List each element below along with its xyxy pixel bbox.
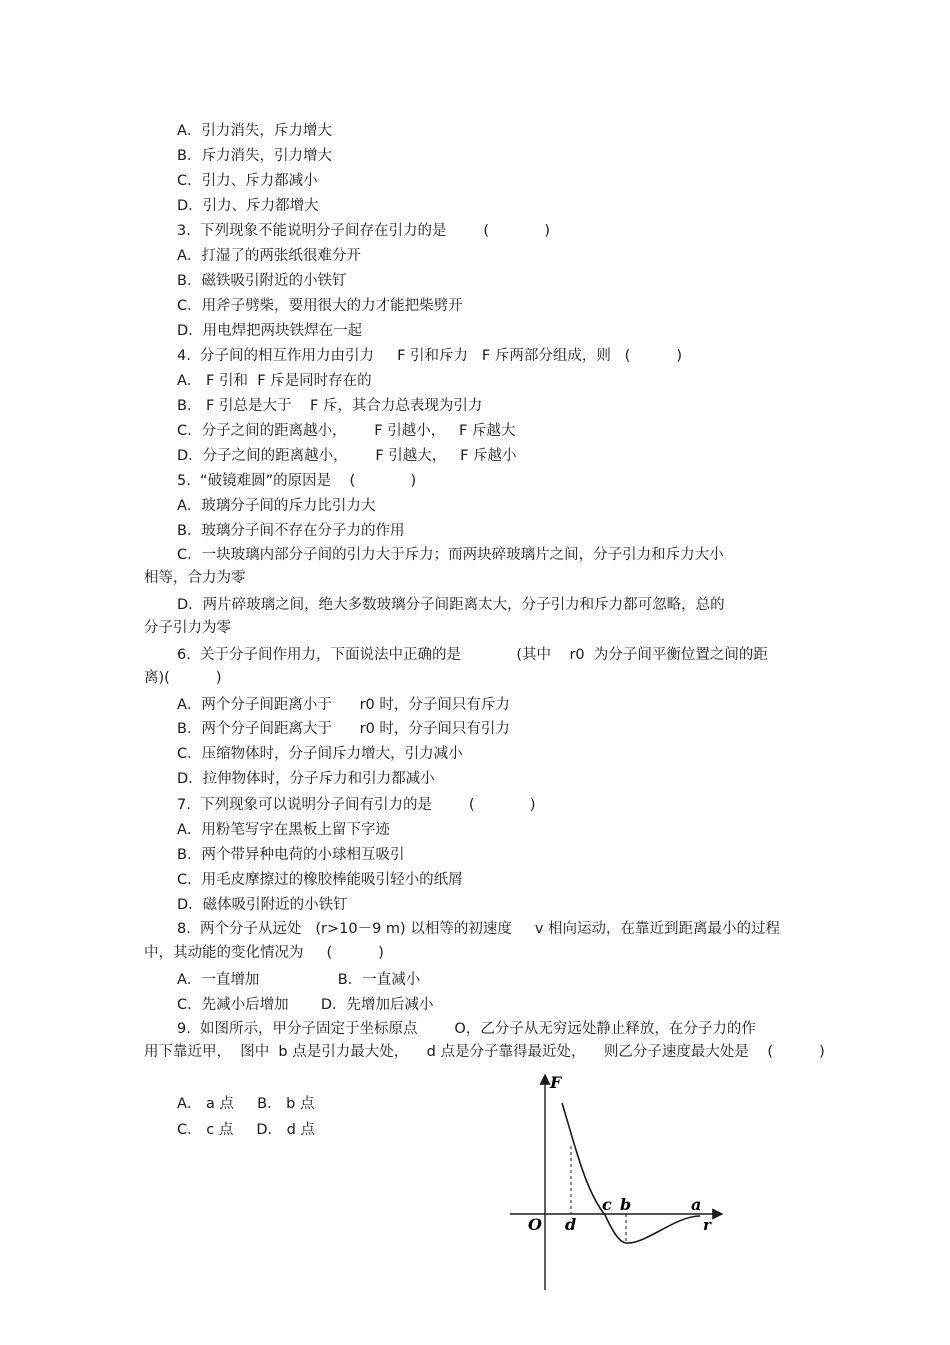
q2-option-d: D．引力、斥力都增大: [177, 198, 319, 214]
molecular-force-graph: [505, 1070, 730, 1295]
q8-options-cd: C．先减小后增加 D．先增加后减小: [177, 997, 434, 1013]
q3-option-a: A．打湿了的两张纸很难分开: [177, 248, 361, 264]
q7-option-b: B．两个带异种电荷的小球相互吸引: [177, 847, 405, 863]
q9-stem: 9. 如图所示，甲分子固定于坐标原点 O，乙分子从无穷远处静止释放，在分子力的作: [177, 1021, 756, 1037]
q3-option-b: B．磁铁吸引附近的小铁钉: [177, 273, 347, 289]
q8-stem-cont: 中，其动能的变化情况为 ( ): [144, 945, 384, 961]
q9-stem-cont: 用下靠近甲， 图中 b 点是引力最大处， d 点是分子靠得最近处， 则乙分子速度最大处是 ( ): [144, 1044, 825, 1060]
q4-option-c: C．分子之间的距离越小， F 引越小， F 斥越大: [177, 423, 516, 439]
q6-option-d: D．拉伸物体时，分子斥力和引力都减小: [177, 771, 435, 787]
q9-options-ab: A． a 点 B． b 点: [177, 1096, 315, 1112]
q7-stem: 7. 下列现象可以说明分子间有引力的是 ( ): [177, 797, 536, 813]
q5-option-d-cont: 分子引力为零: [144, 620, 231, 636]
q7-option-d: D．磁体吸引附近的小铁钉: [177, 897, 348, 913]
label-a: a: [691, 1195, 702, 1214]
label-o: O: [528, 1215, 542, 1234]
q2-option-c: C．引力、斥力都减小: [177, 173, 318, 189]
q7-option-a: A．用粉笔写字在黑板上留下字迹: [177, 822, 390, 838]
q6-option-a: A．两个分子间距离小于 r0 时，分子间只有斥力: [177, 697, 510, 713]
q5-option-c-cont: 相等，合力为零: [144, 570, 246, 586]
q5-option-a: A．玻璃分子间的斥力比引力大: [177, 498, 376, 514]
label-r: r: [703, 1216, 711, 1234]
label-c: c: [602, 1195, 612, 1214]
q6-stem-cont: 离)( ): [144, 670, 222, 686]
label-b: b: [620, 1195, 632, 1214]
label-d: d: [565, 1215, 577, 1234]
label-f: F: [550, 1073, 562, 1092]
q4-stem: 4. 分子间的相互作用力由引力 F 引和斥力 F 斥两部分组成，则 ( ): [177, 348, 683, 364]
q3-option-c: C．用斧子劈柴，要用很大的力才能把柴劈开: [177, 298, 463, 314]
q4-option-d: D．分子之间的距离越小， F 引越大， F 斥越小: [177, 448, 517, 464]
q5-option-c: C．一块玻璃内部分子间的引力大于斥力；而两块碎玻璃片之间，分子引力和斥力大小: [177, 547, 724, 563]
q4-option-b: B． F 引总是大于 F 斥，其合力总表现为引力: [177, 398, 483, 414]
q4-option-a: A． F 引和 F 斥是同时存在的: [177, 373, 372, 389]
q2-option-a: A．引力消失，斥力增大: [177, 123, 332, 139]
q6-option-b: B．两个分子间距离大于 r0 时，分子间只有引力: [177, 721, 510, 737]
q3-stem: 3. 下列现象不能说明分子间存在引力的是 ( ): [177, 223, 551, 239]
q7-option-c: C．用毛皮摩擦过的橡胶棒能吸引轻小的纸屑: [177, 872, 463, 888]
q5-option-b: B．玻璃分子间不存在分子力的作用: [177, 523, 405, 539]
q6-stem: 6. 关于分子间作用力，下面说法中正确的是 (其中 r0 为分子间平衡位置之间的距: [177, 647, 768, 663]
q9-options-cd: C． c 点 D． d 点: [177, 1122, 315, 1138]
q5-option-d: D．两片碎玻璃之间，绝大多数玻璃分子间距离太大，分子引力和斥力都可忽略，总的: [177, 597, 725, 613]
q6-option-c: C．压缩物体时，分子间斥力增大，引力减小: [177, 746, 463, 762]
q3-option-d: D．用电焊把两块铁焊在一起: [177, 323, 363, 339]
q8-options-ab: A．一直增加 B．一直减小: [177, 972, 421, 988]
q2-option-b: B．斥力消失，引力增大: [177, 148, 332, 164]
q8-stem: 8. 两个分子从远处 (r>10－9 m) 以相等的初速度 v 相向运动，在靠近到距离最小的过程: [177, 921, 781, 937]
force-curve: [562, 1103, 700, 1243]
q5-stem: 5. “破镜难圆”的原因是 ( ): [177, 473, 417, 489]
